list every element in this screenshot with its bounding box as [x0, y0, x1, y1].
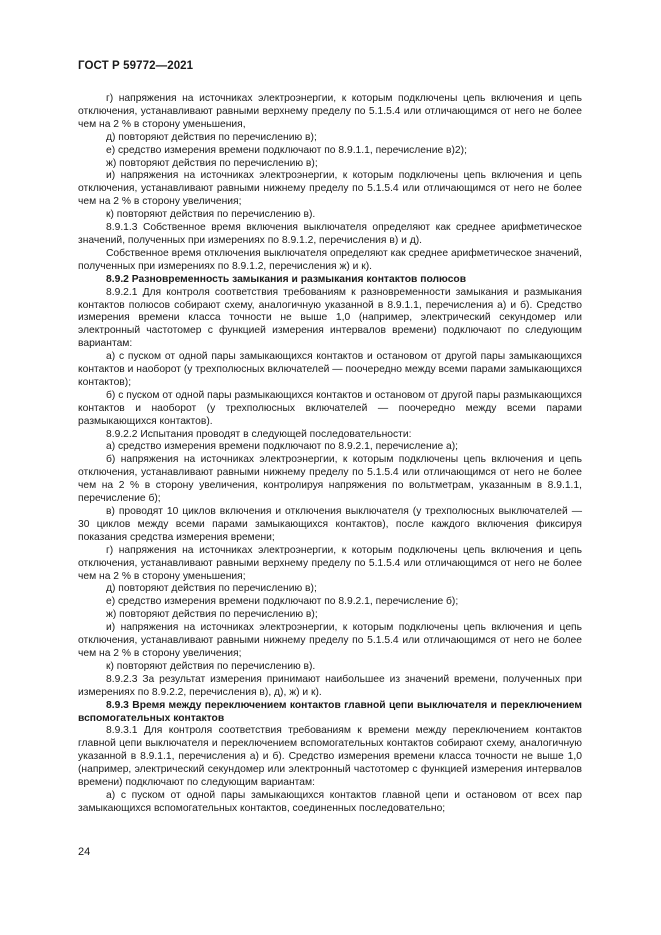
paragraph: и) напряжения на источниках электроэнергии, к которым подключены цепь включения и цепь отключения, устанавливают равными нижнему пределу по 5.1.5.4 или отличающимся от него не более чем на 2 % в сторону увеличения; — [78, 622, 582, 659]
paragraph: ж) повторяют действия по перечислению в); — [106, 609, 318, 621]
paragraph: 8.9.3.1 Для контроля соответствия требованиям к времени между переключением контактов главной цепи выключателя и переключением вспомогательных контактов собирают схему, аналогичную указанной в 8.9.1.1, перечисления а) и б). Средство измерения времени класса точности не выше 1,0 (например, электрический секундомер или электронный частотомер с функцией измерения интервалов времени) подключают по следующим вариантам: — [78, 725, 582, 789]
paragraph: г) напряжения на источниках электроэнергии, к которым подключены цепь включения и цепь отключения, устанавливают равными верхнему пределу по 5.1.5.4 или отличающимся от него не более чем на 2 % в сторону уменьшения, — [78, 93, 582, 130]
section-heading: 8.9.2 Разновременность замыкания и размыкания контактов полюсов — [106, 273, 467, 285]
paragraph: д) повторяют действия по перечислению в); — [106, 583, 317, 595]
paragraph: г) напряжения на источниках электроэнергии, к которым подключены цепь включения и цепь отключения, устанавливают равными верхнему пределу по 5.1.5.4 или отличающимся от него не более чем на 2 % в сторону уменьшения; — [78, 544, 582, 582]
section-heading: 8.9.3 Время между переключением контактов главной цепи выключателя и переключением вспомогательных контактов — [78, 699, 582, 724]
paragraph: в) проводят 10 циклов включения и отключения выключателя (у трехполюсных выключателей — 30 циклов между всеми парами замыкающихся контактов), после каждого включения фиксируя показания средства измерения времени; — [78, 506, 582, 543]
paragraph: б) напряжения на источниках электроэнергии, к которым подключены цепь включения и цепь отключения, устанавливают равными нижнему пределу по 5.1.5.4 или отличающимся от него не более чем на 2 % в сторону увеличения, контролируя напряжения по вольтметрам, указанным в 8.9.1.1, перечисление б); — [78, 454, 582, 505]
paragraph: а) с пуском от одной пары замыкающихся контактов главной цепи и остановом от всех пар замыкающихся вспомогательных контактов, соединенных последовательно; — [78, 789, 582, 814]
page-number: 24 — [78, 846, 91, 858]
paragraph: к) повторяют действия по перечислению в). — [106, 660, 316, 672]
paragraph: ж) повторяют действия по перечислению в); — [106, 157, 318, 169]
paragraph: 8.9.2.1 Для контроля соответствия требованиям к разновременности замыкания и размыкания контактов полюсов собирают схему, аналогичную указанной в 8.9.1.1, перечисления а) и б). Средство измерения времени класса точности не выше 1,0 (например, электрический секундомер или электронный частотомер с функцией измерения интервалов времени) подключают по следующим вариантам: — [78, 286, 582, 350]
paragraph: а) с пуском от одной пары замыкающихся контактов и остановом от другой пары замыкающихся контактов и наоборот (у трехполюсных включателей — поочередно между всеми парами замыкающихся контактов); — [78, 351, 582, 388]
paragraph: 8.9.2.2 Испытания проводят в следующей последовательности: — [106, 428, 412, 440]
paragraph: д) повторяют действия по перечислению в); — [106, 131, 317, 143]
paragraph: е) средство измерения времени подключают по 8.9.1.1, перечисление в)2); — [106, 144, 467, 156]
document-header: ГОСТ Р 59772—2021 — [78, 60, 194, 72]
paragraph: б) с пуском от одной пары размыкающихся контактов и остановом от другой пары размыкающихся контактов и наоборот (у трехполюсных включателей — поочередно между всеми парами размыкающихся контактов). — [78, 389, 582, 427]
paragraph: 8.9.2.3 За результат измерения принимают наибольшее из значений времени, полученных при измерениях по 8.9.2.2, перечисления в), д), ж) и к). — [78, 673, 582, 698]
paragraph: е) средство измерения времени подключают по 8.9.2.1, перечисление б); — [106, 596, 459, 608]
paragraph: Собственное время отключения выключателя определяют как среднее арифметическое значений, полученных при измерениях по 8.9.1.2, перечисления ж) и к). — [78, 247, 582, 272]
paragraph: и) напряжения на источниках электроэнергии, к которым подключены цепь включения и цепь отключения, устанавливают равными нижнему пределу по 5.1.5.4 или отличающимся от него не более чем на 2 % в сторону увеличения; — [78, 170, 582, 208]
paragraph: а) средство измерения времени подключают по 8.9.2.1, перечисление а); — [106, 441, 459, 453]
paragraph: к) повторяют действия по перечислению в). — [106, 209, 316, 221]
document-body — [78, 93, 582, 816]
paragraph: 8.9.1.3 Собственное время включения выключателя определяют как среднее арифметическое значений, полученных при измерениях по 8.9.1.2, перечисления в) и д). — [78, 222, 582, 246]
